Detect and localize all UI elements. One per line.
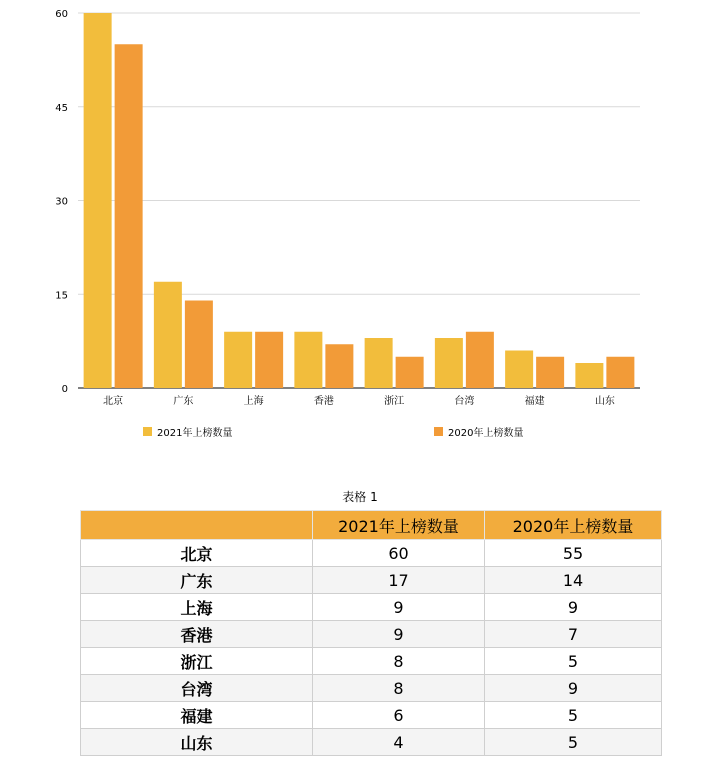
cell-2020: 9 (485, 594, 662, 621)
y-tick-label: 30 (55, 196, 68, 208)
bar-广东-2021年上榜数量 (154, 282, 182, 388)
table-row (81, 540, 662, 567)
y-tick-label: 15 (55, 290, 68, 302)
row-label: 山东 (81, 729, 313, 756)
row-label: 香港 (81, 621, 313, 648)
legend-label: 2020年上榜数量 (448, 428, 524, 439)
legend-swatch (434, 427, 443, 436)
cell-2021: 8 (313, 648, 485, 675)
table-row (81, 648, 662, 675)
bar-北京-2021年上榜数量 (84, 13, 112, 388)
row-label: 台湾 (81, 675, 313, 702)
cell-2021: 8 (313, 675, 485, 702)
cell-2020: 7 (485, 621, 662, 648)
row-label: 浙江 (81, 648, 313, 675)
cell-2021: 9 (313, 621, 485, 648)
legend (143, 426, 523, 439)
y-tick-label: 60 (55, 9, 68, 20)
table-row (81, 729, 662, 756)
bar-香港-2021年上榜数量 (294, 332, 322, 388)
row-label: 广东 (81, 567, 313, 594)
cell-2020: 14 (485, 567, 662, 594)
cell-2021: 4 (313, 729, 485, 756)
row-label: 上海 (81, 594, 313, 621)
bar-山东-2021年上榜数量 (575, 363, 603, 388)
cell-2020: 5 (485, 648, 662, 675)
cell-2021: 17 (313, 567, 485, 594)
x-tick-label: 山东 (594, 396, 615, 407)
x-tick-label: 台湾 (454, 396, 475, 407)
x-tick-label: 香港 (313, 396, 334, 407)
table-row (81, 567, 662, 594)
header-cell-2020: 2020年上榜数量 (485, 511, 662, 540)
x-tick-label: 北京 (103, 396, 124, 407)
bar-上海-2020年上榜数量 (255, 332, 283, 388)
cell-2020: 55 (485, 540, 662, 567)
y-tick-label: 0 (61, 384, 68, 395)
y-tick-label: 45 (55, 102, 68, 114)
cell-2020: 5 (485, 702, 662, 729)
bar-广东-2020年上榜数量 (185, 301, 213, 389)
bar-香港-2020年上榜数量 (325, 344, 353, 388)
cell-2020: 9 (485, 675, 662, 702)
cell-2021: 9 (313, 594, 485, 621)
bar-上海-2021年上榜数量 (224, 332, 252, 388)
table-header-row (81, 511, 662, 540)
table-row (81, 702, 662, 729)
table-row (81, 594, 662, 621)
bar-福建-2021年上榜数量 (505, 351, 533, 389)
header-cell-empty (81, 511, 313, 540)
bar-北京-2020年上榜数量 (115, 44, 143, 388)
table-row (81, 621, 662, 648)
legend-swatch (143, 427, 152, 436)
legend-label: 2021年上榜数量 (157, 428, 233, 439)
cell-2021: 60 (313, 540, 485, 567)
cell-2021: 6 (313, 702, 485, 729)
data-table (80, 510, 662, 756)
bar-福建-2020年上榜数量 (536, 357, 564, 388)
x-tick-label: 上海 (243, 396, 264, 407)
x-tick-label: 浙江 (384, 396, 405, 407)
bar-台湾-2020年上榜数量 (466, 332, 494, 388)
cell-2020: 5 (485, 729, 662, 756)
bar-浙江-2020年上榜数量 (396, 357, 424, 388)
header-cell-2021: 2021年上榜数量 (313, 511, 485, 540)
x-tick-label: 福建 (524, 396, 545, 407)
table-caption: 表格 1 (342, 490, 378, 504)
row-label: 北京 (81, 540, 313, 567)
bar-山东-2020年上榜数量 (606, 357, 634, 388)
table-row (81, 675, 662, 702)
bar-台湾-2021年上榜数量 (435, 338, 463, 388)
bar-浙江-2021年上榜数量 (365, 338, 393, 388)
x-tick-label: 广东 (173, 396, 194, 407)
row-label: 福建 (81, 702, 313, 729)
